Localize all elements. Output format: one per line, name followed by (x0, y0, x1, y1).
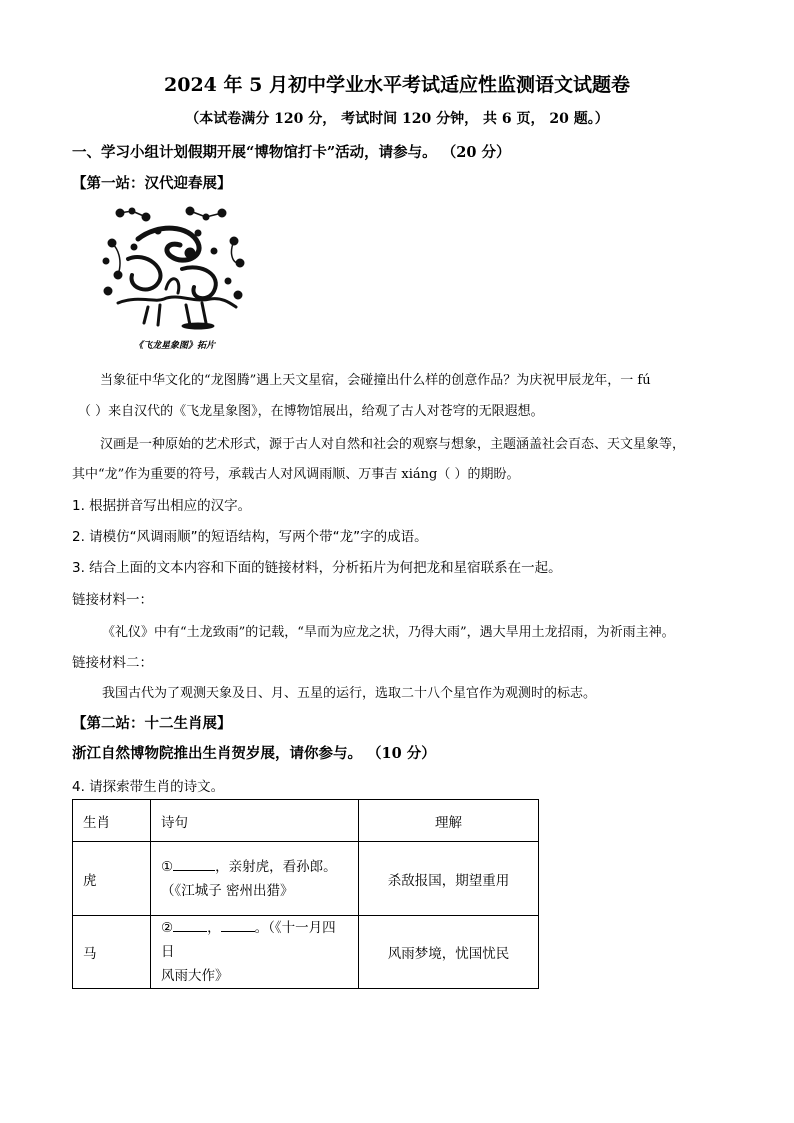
page-subtitle: （本试卷满分 120 分， 考试时间 120 分钟， 共 6 页， 20 题。） (185, 111, 609, 127)
question-4: 4. 请探索带生肖的诗文。 (72, 779, 225, 795)
verse-source: （《江城子 密州出猎》 (161, 882, 294, 899)
table-cell-meaning: 风雨梦境，忧国忧民 (359, 916, 539, 989)
answer-blank[interactable] (173, 931, 207, 932)
table-row (73, 842, 539, 916)
table-header-meaning: 理解 (359, 800, 539, 842)
table-row (73, 916, 539, 989)
station-heading-1: 【第一站：汉代迎春展】 (72, 175, 232, 192)
paragraph-1-line-1: 当象征中华文化的“龙图腾”遇上天文星宿，会碰撞出什么样的创意作品？为庆祝甲辰龙年，一 fú (100, 373, 651, 388)
zodiac-poem-table (72, 799, 539, 989)
table-cell-verse (151, 916, 359, 989)
answer-blank[interactable] (221, 931, 255, 932)
image-caption: 《飞龙星象图》拓片 (134, 341, 216, 351)
section-2-intro: 浙江自然博物院推出生肖贺岁展，请你参与。 （10 分） (72, 745, 436, 762)
dragon-star-rubbing-image (98, 203, 248, 331)
question-2: 2. 请模仿“风调雨顺”的短语结构，写两个带“龙”字的成语。 (72, 529, 428, 545)
station-heading-2: 【第二站：十二生肖展】 (72, 715, 232, 732)
paragraph-2-line-1: 汉画是一种原始的艺术形式，源于古人对自然和社会的观察与想象，主题涵盖社会百态、天文星象等， (100, 437, 686, 452)
verse-number: ① (161, 858, 174, 875)
table-header-verse: 诗句 (151, 800, 359, 842)
paragraph-1-line-2: （ ）来自汉代的《飞龙星象图》，在博物馆展出，给观了古人对苍穹的无限遐想。 (78, 404, 544, 419)
verse-text: ，亲射虎，看孙郎。 (215, 858, 337, 875)
paragraph-2-line-2: 其中“龙”作为重要的符号，承载古人对风调雨顺、万事吉 xiáng（ ）的期盼。 (72, 467, 520, 482)
verse-separator: ， (207, 920, 221, 936)
table-cell-animal: 虎 (73, 842, 151, 916)
verse-source: 风雨大作》 (161, 968, 229, 984)
link-material-2-label: 链接材料二： (72, 655, 153, 671)
verse-text: 。（《十一月四日 (161, 920, 336, 960)
table-header-animal: 生肖 (73, 800, 151, 842)
question-1: 1. 根据拼音写出相应的汉字。 (72, 498, 252, 514)
table-header-row (73, 800, 539, 842)
page-title: 2024 年 5 月初中学业水平考试适应性监测语文试题卷 (164, 74, 630, 96)
section-heading-1: 一、学习小组计划假期开展“博物馆打卡”活动，请参与。 （20 分） (72, 144, 511, 161)
table-cell-animal: 马 (73, 916, 151, 989)
table-cell-meaning: 杀敌报国，期望重用 (359, 842, 539, 916)
link-material-2-text: 我国古代为了观测天象及日、月、五星的运行，选取二十八个星官作为观测时的标志。 (102, 686, 597, 701)
answer-blank[interactable] (173, 870, 215, 871)
link-material-1-label: 链接材料一： (72, 592, 153, 608)
verse-number: ② (161, 920, 174, 936)
table-cell-verse (151, 842, 359, 916)
link-material-1-text: 《礼仪》中有“土龙致雨”的记载，“旱而为应龙之状，乃得大雨”，遇大旱用土龙招雨，为祈雨主神。 (102, 625, 675, 640)
question-3: 3. 结合上面的文本内容和下面的链接材料，分析拓片为何把龙和星宿联系在一起。 (72, 560, 562, 576)
